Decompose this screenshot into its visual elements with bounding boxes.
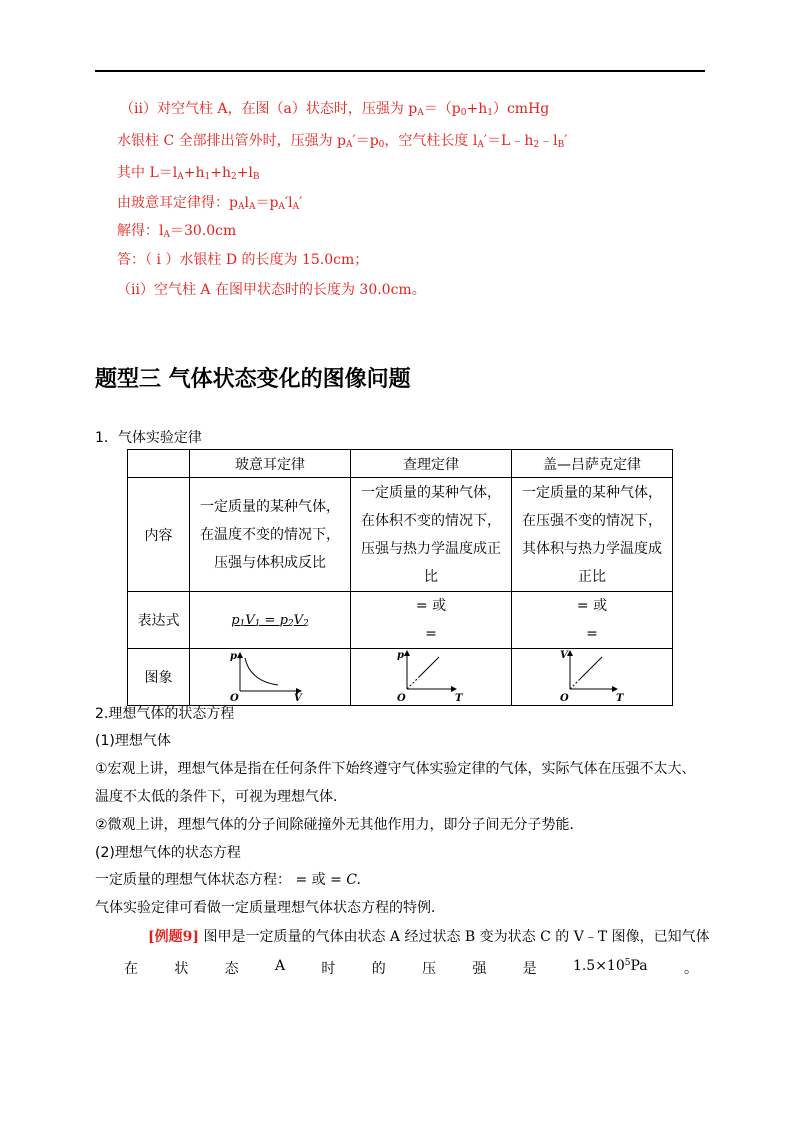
- example-9-continued: [124, 958, 698, 978]
- solution-line-2: 水银柱 C 全部排出管外时，压强为 $p_A'=p_0$，空气柱长度 $l_A'=L﹣h_2﹣l_B'$: [117, 133, 568, 150]
- micro-description: ②微观上讲，理想气体的分子间除碰撞外无其他作用力，即分子间无分子势能．: [95, 817, 584, 833]
- solution-line-3: 其中 $L=l_A+h_1+h_2+l_B$: [117, 165, 260, 182]
- solution-line-4: 由玻意耳定律得：$p_Al_A=p_A'l_A'$: [117, 195, 303, 212]
- example-9: [148, 926, 710, 946]
- item-2-heading: 2.理想气体的状态方程: [95, 706, 235, 722]
- cell-text-line: 在体积不变的情况下，: [361, 512, 501, 529]
- row-label-content: 内容: [128, 478, 190, 592]
- spread-word: 。: [683, 961, 698, 977]
- extrapolation-dashed: [407, 677, 419, 689]
- pressure-value: $1.5\times 10^5Pa$: [572, 958, 648, 974]
- gay-lussac-expr-line-2: =: [586, 626, 598, 642]
- cell-boyle-expression: [190, 592, 351, 649]
- macro-description-2: 温度不太低的条件下，可视为理想气体．: [95, 789, 347, 805]
- spread-word: 状: [174, 961, 189, 977]
- table-row-graph: [128, 649, 673, 706]
- special-case-line: 气体实验定律可看做一定质量理想气体状态方程的特例．: [95, 900, 445, 916]
- cell-text-line: 压强与热力学温度成正: [361, 540, 501, 557]
- header-rule: [95, 70, 705, 72]
- cell-text-line: 压强与体积成反比: [214, 554, 326, 571]
- section-title: 题型三 气体状态变化的图像问题: [95, 367, 411, 392]
- cell-text-line: 其体积与热力学温度成: [522, 540, 662, 557]
- solution-line-1: （ii）对空气柱 A，在图（a）状态时，压强为 $p_A=(p_0+h_1)cmHg$: [120, 101, 550, 118]
- cell-charles-graph: [351, 649, 512, 706]
- solution-answer-1: 答：（ i ）水银柱 D 的长度为 15.0cm；: [117, 252, 369, 268]
- origin-label: O: [397, 693, 406, 701]
- spread-word: 态: [224, 961, 239, 977]
- state-equation-line: 一定质量的理想气体状态方程： = 或 = C.: [95, 872, 361, 888]
- example-label: [例题9]: [148, 929, 199, 945]
- cell-boyle-content: [190, 478, 351, 592]
- cell-text-line: 一定质量的某种气体，: [200, 498, 340, 515]
- spread-word: 时: [321, 961, 336, 977]
- y-axis-label: V: [560, 650, 568, 661]
- solution-line-5: 解得：$l_A=30.0cm$: [117, 223, 237, 240]
- isochore-line: [419, 657, 439, 677]
- table-header-empty: [128, 450, 190, 478]
- boyle-formula: $p_1V_1 = p_2V_2$: [231, 612, 309, 629]
- item-2-2-heading: (2)理想气体的状态方程: [95, 845, 241, 861]
- origin-label: O: [230, 693, 239, 701]
- cell-gay-lussac-graph: [512, 649, 673, 706]
- macro-description-1: ①宏观上讲，理想气体是指在任何条件下始终遵守气体实验定律的气体，实际气体在压强不太大、: [95, 761, 696, 777]
- x-axis-label: T: [616, 693, 624, 701]
- cell-boyle-graph: [190, 649, 351, 706]
- isobar-line: [580, 657, 602, 679]
- example-text: 图甲是一定质量的气体由状态 A 经过状态 B 变为状态 C 的 V﹣T 图像，已知气体: [199, 929, 710, 945]
- cell-text-line: 一定质量的某种气体，: [522, 484, 662, 501]
- item-2-1-heading: (1)理想气体: [95, 733, 171, 749]
- x-axis-label: T: [455, 693, 463, 701]
- y-arrow: [404, 650, 410, 656]
- table-row-expression: [128, 592, 673, 649]
- cell-text-line: 正比: [578, 568, 606, 585]
- cell-text-line: 比: [424, 568, 438, 585]
- item-1-heading: 1．气体实验定律: [95, 430, 202, 446]
- table-header-row: [128, 450, 673, 478]
- charles-expr-line-1: = 或: [415, 598, 447, 614]
- cell-text-line: 在压强不变的情况下，: [522, 512, 662, 529]
- cell-gay-lussac-content: [512, 478, 673, 592]
- origin-label: O: [560, 693, 569, 701]
- row-label-graph: 图象: [128, 649, 190, 706]
- charles-expr-line-2: =: [425, 626, 437, 642]
- cell-gay-lussac-expression: [512, 592, 673, 649]
- solution-answer-2: （ii）空气柱 A 在图甲状态时的长度为 30.0cm。: [117, 282, 426, 298]
- gay-lussac-expr-line-1: = 或: [576, 598, 608, 614]
- y-axis-label: p: [397, 650, 404, 661]
- spread-word: 强: [472, 961, 487, 977]
- y-arrow: [237, 652, 243, 658]
- gas-law-table: [127, 449, 673, 706]
- cell-text-line: 一定质量的某种气体，: [361, 484, 501, 501]
- x-arrow: [612, 686, 618, 692]
- spread-word: 压: [422, 961, 436, 977]
- table-header-gay-lussac: 盖—吕萨克定律: [512, 450, 673, 478]
- isotherm-curve: [245, 658, 278, 685]
- cell-text-line: 在温度不变的情况下，: [200, 526, 340, 543]
- cell-charles-content: [351, 478, 512, 592]
- table-row-content: [128, 478, 673, 592]
- table-header-charles: 查理定律: [351, 450, 512, 478]
- y-axis-label: p: [230, 651, 237, 662]
- spread-word: 是: [522, 961, 537, 977]
- extrapolation-dashed: [570, 679, 580, 689]
- spread-word: 在: [124, 961, 138, 977]
- spread-word: A: [274, 958, 286, 974]
- x-arrow: [451, 686, 457, 692]
- gay-lussac-vt-graph: [512, 649, 672, 701]
- table-header-boyle: 玻意耳定律: [190, 450, 351, 478]
- charles-pt-graph: [351, 649, 511, 701]
- row-label-expression: 表达式: [128, 592, 190, 649]
- boyle-pv-graph: [190, 649, 350, 701]
- y-arrow: [567, 650, 573, 656]
- spread-word: 的: [371, 961, 386, 977]
- cell-charles-expression: [351, 592, 512, 649]
- x-axis-label: V: [294, 693, 302, 701]
